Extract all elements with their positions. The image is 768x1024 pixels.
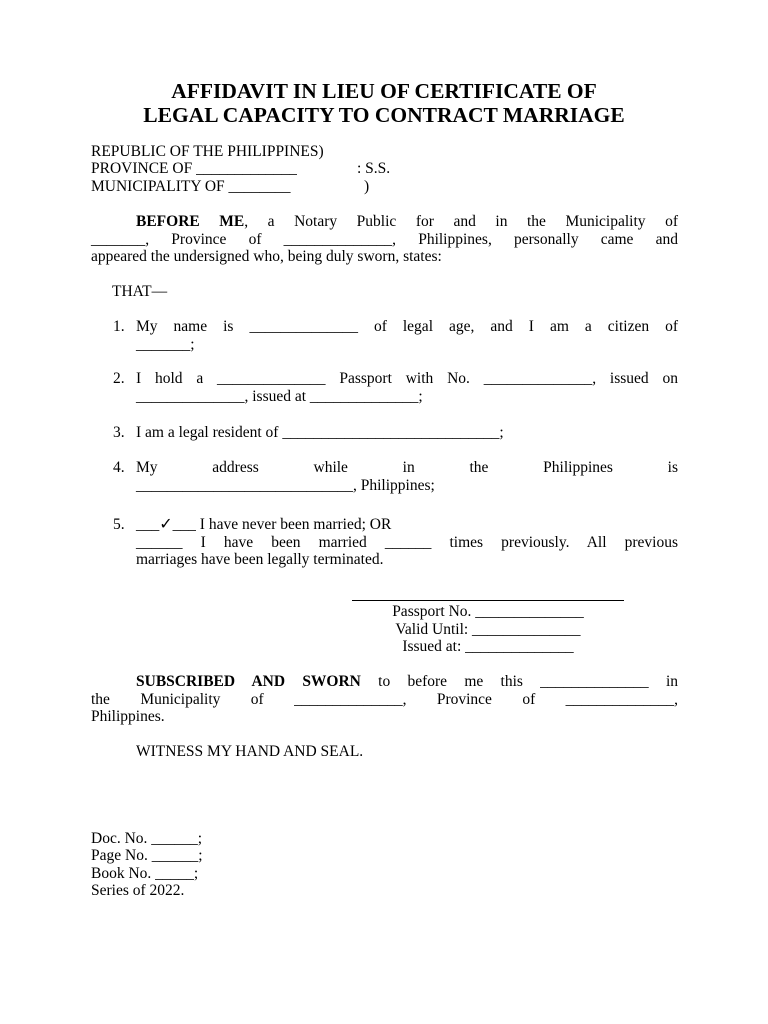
intro-line2: _______, Province of ______________, Philippines, personally came and [91,230,678,248]
item-4-number: 4. [113,459,125,476]
item-2 [136,370,678,405]
subscribed-line2: the Municipality of ______________, Province of ______________, [91,690,678,708]
item-3-line1: I am a legal resident of ____________________________; [136,424,504,441]
intro-paragraph [91,213,678,266]
venue-province: PROVINCE OF _____________ [91,160,297,177]
intro-line1 [91,213,678,231]
venue-municipality: MUNICIPALITY OF ________ [91,178,291,195]
item-5-line1-text: I have never been married; OR [195,516,392,533]
doc-no: Doc. No. ______; [91,830,203,847]
venue-paren: ) [364,178,370,195]
signature-line [352,600,624,601]
item-5-line2: ______ I have been married ______ times previously. All previous [136,533,678,551]
venue-ss: : S.S. [357,160,391,177]
item-5-number: 5. [113,516,125,533]
item-3-number: 3. [113,424,125,441]
item-1-line1: My name is ______________ of legal age, and I am a citizen of [136,318,678,335]
item-4-line1: My address while in the Philippines is [136,459,678,476]
intro-line3: appeared the undersigned who, being duly sworn, states: [91,248,442,265]
witness-statement: WITNESS MY HAND AND SEAL. [136,743,364,760]
item-1 [136,318,678,353]
that-label: THAT— [112,283,168,300]
item-5 [136,516,678,569]
subscribed-line1-rest: to before me this ______________ in [360,673,678,690]
item-5-line1 [136,516,678,534]
item-5-blank-pre: ___ [136,516,160,533]
item-1-line2: _______; [136,335,195,353]
document-title-line2: LEGAL CAPACITY TO CONTRACT MARRIAGE [143,103,625,127]
item-4-line2: ____________________________, Philippines; [136,476,435,494]
item-4 [136,459,678,494]
venue-republic: REPUBLIC OF THE PHILIPPINES) [91,143,324,160]
intro-line1-rest: , a Notary Public for and in the Municipality of [244,213,678,230]
signature-passport: Passport No. ______________ [392,603,584,620]
signature-valid-until: Valid Until: ______________ [395,621,581,638]
subscribed-bold: SUBSCRIBED AND SWORN [136,673,361,690]
subscribed-line3: Philippines. [91,708,165,725]
checkmark-icon: ✓ [159,516,173,533]
item-5-line3: marriages have been legally terminated. [136,551,384,568]
item-5-blank-post: ___ [172,516,196,533]
subscribed-paragraph [91,673,678,726]
intro-bold: BEFORE ME [136,213,245,230]
item-2-line1: I hold a ______________ Passport with No. ______________, issued on [136,370,678,387]
item-2-line2: ______________, issued at ______________; [136,387,423,405]
item-1-number: 1. [113,318,125,335]
subscribed-line1 [91,673,678,691]
document-title-line1: AFFIDAVIT IN LIEU OF CERTIFICATE OF [171,79,597,103]
signature-issued-at: Issued at: ______________ [402,638,574,655]
page-no: Page No. ______; [91,847,203,864]
series: Series of 2022. [91,882,185,899]
item-2-number: 2. [113,370,125,387]
book-no: Book No. _____; [91,865,199,882]
